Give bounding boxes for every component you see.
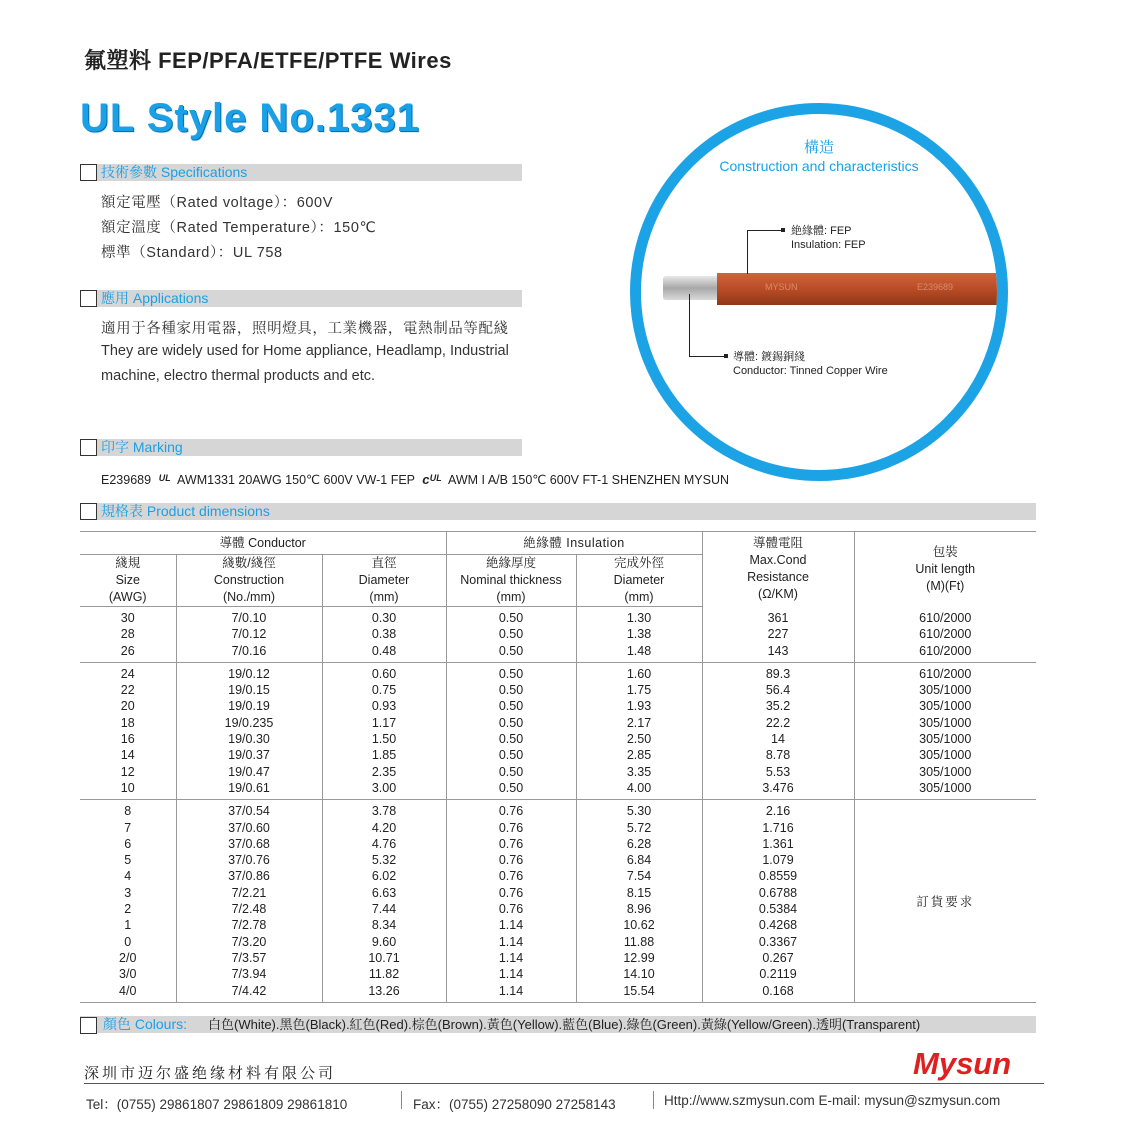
table-cell: 610/2000 — [854, 626, 1036, 642]
table-cell: 0.50 — [446, 682, 576, 698]
table-cell: 0.3367 — [702, 934, 854, 950]
table-cell: 1.079 — [702, 852, 854, 868]
wire-print-2: E239689 — [917, 282, 954, 292]
table-cell: 5 — [124, 853, 132, 868]
table-cell: 8 — [124, 804, 132, 819]
table-cell: 0.5384 — [702, 901, 854, 917]
table-cell: 1.48 — [576, 643, 702, 663]
table-cell: 0.6788 — [702, 885, 854, 901]
table-row — [80, 666, 1036, 682]
table-cell: 13.26 — [322, 983, 446, 1003]
marking-awm: AWM1331 20AWG 150℃ 600V VW-1 FEP — [177, 473, 415, 487]
applications-text-en-2: machine, electro thermal products and etc. — [101, 368, 376, 384]
table-cell: 19/0.37 — [176, 747, 322, 763]
table-cell: 1.30 — [576, 610, 702, 626]
applications-text-cn: 適用于各種家用電器，照明燈具，工業機器，電熱制品等配綫 — [101, 321, 509, 337]
table-cell: 6 — [124, 836, 132, 851]
standard: 標準（Standard）：UL 758 — [101, 245, 283, 261]
table-row — [80, 715, 1036, 731]
table-cell: 2 — [124, 902, 132, 917]
table-cell: 0.60 — [322, 666, 446, 682]
checkbox-icon — [80, 290, 97, 307]
table-cell: 5.30 — [576, 803, 702, 819]
table-cell: 0.50 — [446, 715, 576, 731]
table-cell: 2.17 — [576, 715, 702, 731]
marking-text — [101, 472, 729, 487]
conductor-leader-line — [689, 294, 690, 356]
insulation-leader-dot — [781, 228, 785, 232]
table-cell: 610/2000 — [854, 666, 1036, 682]
table-cell: 0.38 — [322, 626, 446, 642]
table-cell: 305/1000 — [854, 731, 1036, 747]
table-cell: 7/3.94 — [176, 966, 322, 982]
table-cell: 9.60 — [322, 934, 446, 950]
rated-voltage: 額定電壓（Rated voltage）：600V — [101, 195, 333, 211]
table-cell: 0.8559 — [702, 868, 854, 884]
table-cell: 7/3.20 — [176, 934, 322, 950]
table-cell: 11.82 — [322, 966, 446, 982]
table-cell: 3.35 — [576, 764, 702, 780]
checkbox-icon — [80, 164, 97, 181]
table-cell: 610/2000 — [854, 610, 1036, 626]
table-cell: 1.60 — [576, 666, 702, 682]
table-cell: 24 — [120, 666, 135, 681]
table-cell: 10.71 — [322, 950, 446, 966]
table-cell: 37/0.60 — [176, 820, 322, 836]
table-cell: 30 — [120, 611, 135, 625]
table-cell: 0.50 — [446, 610, 576, 626]
table-cell: 305/1000 — [854, 747, 1036, 763]
footer-web-email: Http://www.szmysun.com E-mail: mysun@szmysun.com — [664, 1093, 1001, 1108]
insulation-leader-line — [747, 230, 781, 231]
table-cell: 1.14 — [446, 934, 576, 950]
order-note: 訂貨要求 — [854, 803, 1036, 1002]
table-cell: 6.02 — [322, 868, 446, 884]
table-cell: 8.34 — [322, 917, 446, 933]
marking-heading: 印字 Marking — [101, 439, 183, 455]
table-cell: 2.50 — [576, 731, 702, 747]
table-cell: 37/0.86 — [176, 868, 322, 884]
table-cell: 7/0.12 — [176, 626, 322, 642]
table-cell: 3.00 — [322, 780, 446, 800]
insulation-label-en: Insulation: FEP — [791, 239, 866, 251]
table-cell: 19/0.235 — [176, 715, 322, 731]
company-name: 深圳市迈尔盛绝缘材料有限公司 — [84, 1065, 337, 1082]
applications-text-en-1: They are widely used for Home appliance, Headlamp, Industrial — [101, 343, 509, 359]
table-row — [80, 780, 1036, 800]
table-row — [80, 803, 1036, 819]
table-cell: 305/1000 — [854, 764, 1036, 780]
table-cell: 0.50 — [446, 764, 576, 780]
table-cell: 361 — [702, 610, 854, 626]
table-cell: 1.50 — [322, 731, 446, 747]
table-cell: 0.76 — [446, 885, 576, 901]
table-cell: 0.76 — [446, 901, 576, 917]
table-cell: 7 — [124, 820, 132, 835]
table-cell: 7/2.78 — [176, 917, 322, 933]
table-cell: 37/0.76 — [176, 852, 322, 868]
specifications-section-bar — [80, 164, 522, 181]
construction-title-cn: 構造 — [803, 139, 834, 156]
colours-bar — [80, 1016, 1036, 1033]
table-cell: 19/0.47 — [176, 764, 322, 780]
table-row — [80, 626, 1036, 642]
table-cell: 305/1000 — [854, 682, 1036, 698]
ul-style-title: UL Style No.1331 — [80, 96, 420, 140]
table-cell: 6.63 — [322, 885, 446, 901]
table-cell: 0.50 — [446, 666, 576, 682]
table-row — [80, 682, 1036, 698]
table-cell: 35.2 — [702, 698, 854, 714]
col-size-header: 綫規 Size (AWG) — [80, 555, 176, 607]
table-cell: 1.716 — [702, 820, 854, 836]
table-cell: 3/0 — [119, 967, 137, 982]
table-cell: 7/2.21 — [176, 885, 322, 901]
footer-separator — [401, 1091, 402, 1109]
dimensions-section-bar — [80, 503, 1036, 520]
table-cell: 0.267 — [702, 950, 854, 966]
table-cell: 2.35 — [322, 764, 446, 780]
table-cell: 15.54 — [576, 983, 702, 1003]
dimensions-heading: 規格表 Product dimensions — [101, 503, 270, 519]
table-cell: 6.84 — [576, 852, 702, 868]
table-row — [80, 731, 1036, 747]
table-cell: 305/1000 — [854, 698, 1036, 714]
table-cell: 12.99 — [576, 950, 702, 966]
col-unit-length-header: 包裝 Unit length (M)(Ft) — [854, 532, 1036, 607]
group-conductor-header: 導體 Conductor — [80, 532, 446, 555]
table-cell: 1.93 — [576, 698, 702, 714]
table-cell: 28 — [120, 627, 135, 642]
conductor-label-en: Conductor: Tinned Copper Wire — [733, 365, 888, 377]
table-cell: 1 — [124, 918, 132, 933]
table-cell: 4.76 — [322, 836, 446, 852]
table-cell: 0.50 — [446, 731, 576, 747]
table-cell: 22 — [120, 683, 135, 698]
table-cell: 37/0.68 — [176, 836, 322, 852]
table-cell: 5.32 — [322, 852, 446, 868]
table-cell: 12 — [120, 764, 135, 779]
table-cell: 1.14 — [446, 966, 576, 982]
table-cell: 305/1000 — [854, 780, 1036, 800]
table-cell: 0.76 — [446, 820, 576, 836]
table-cell: 10.62 — [576, 917, 702, 933]
table-cell: 19/0.30 — [176, 731, 322, 747]
conductor-strands — [663, 276, 719, 300]
construction-title-en: Construction and characteristics — [719, 158, 919, 174]
table-cell: 2.85 — [576, 747, 702, 763]
table-cell: 14.10 — [576, 966, 702, 982]
table-cell: 1.38 — [576, 626, 702, 642]
table-cell: 56.4 — [702, 682, 854, 698]
table-cell: 4.20 — [322, 820, 446, 836]
footer-tel: Tel：(0755) 29861807 29861809 29861810 — [86, 1097, 348, 1112]
checkbox-icon — [80, 439, 97, 456]
marking-awm-cul: AWM I A/B 150℃ 600V FT-1 SHENZHEN MYSUN — [448, 473, 730, 487]
table-cell: 610/2000 — [854, 643, 1036, 663]
table-cell: 1.85 — [322, 747, 446, 763]
table-cell: 18 — [120, 715, 135, 730]
table-cell: 4/0 — [80, 983, 176, 1003]
table-cell: 7/2.48 — [176, 901, 322, 917]
table-cell: 0.50 — [446, 626, 576, 642]
table-row — [80, 643, 1036, 663]
table-cell: 16 — [120, 732, 135, 747]
table-cell: 0.76 — [446, 803, 576, 819]
colours-label: 顏色 Colours: — [103, 1016, 188, 1032]
table-cell: 3.476 — [702, 780, 854, 800]
table-cell: 143 — [702, 643, 854, 663]
table-cell: 0.50 — [446, 698, 576, 714]
table-cell: 0.2119 — [702, 966, 854, 982]
table-cell: 8.78 — [702, 747, 854, 763]
table-cell: 227 — [702, 626, 854, 642]
table-cell: 7.54 — [576, 868, 702, 884]
rated-temperature: 額定溫度（Rated Temperature）：150℃ — [101, 220, 377, 236]
group-insulation-header: 絶緣體 Insulation — [446, 532, 702, 555]
specifications-heading: 技術參數 Specifications — [101, 164, 248, 180]
table-cell: 7/3.57 — [176, 950, 322, 966]
table-cell: 19/0.15 — [176, 682, 322, 698]
table-cell: 0.50 — [446, 643, 576, 663]
col-thickness-header: 絶緣厚度 Nominal thickness (mm) — [446, 555, 576, 607]
col-construction-header: 綫數/綫徑 Construction (No./mm) — [176, 555, 322, 607]
product-dimensions-body — [80, 607, 1036, 1003]
table-cell: 3.78 — [322, 803, 446, 819]
table-cell: 1.361 — [702, 836, 854, 852]
table-cell: 1.14 — [446, 917, 576, 933]
conductor-leader-dot — [724, 354, 728, 358]
table-cell: 4.00 — [576, 780, 702, 800]
table-cell: 7/0.16 — [176, 643, 322, 663]
table-cell: 1.14 — [446, 983, 576, 1003]
colours-value: 白色(White).黑色(Black).紅色(Red).棕色(Brown).黃色(Yellow).藍色(Blue).綠色(Green).黃綠(Yellow/Green).透明(Transparent) — [208, 1017, 921, 1032]
table-cell: 10 — [80, 780, 176, 800]
table-cell: 0.30 — [322, 610, 446, 626]
table-cell: 4 — [124, 869, 132, 884]
col-conductor-diameter-header: 直徑 Diameter (mm) — [322, 555, 446, 607]
table-cell: 305/1000 — [854, 715, 1036, 731]
marking-file-no: E239689 — [101, 473, 152, 487]
table-cell: 0.75 — [322, 682, 446, 698]
table-cell: 3 — [124, 885, 132, 900]
table-row — [80, 747, 1036, 763]
brand-logo: Mysun — [913, 1046, 1012, 1081]
table-cell: 14 — [702, 731, 854, 747]
table-cell: 0.76 — [446, 852, 576, 868]
table-cell: 19/0.12 — [176, 666, 322, 682]
checkbox-icon — [80, 1017, 97, 1034]
applications-heading: 應用 Applications — [101, 290, 209, 306]
table-cell: 19/0.19 — [176, 698, 322, 714]
marking-section-bar — [80, 439, 522, 456]
conductor-label-cn: 導體: 鍍錫銅綫 — [733, 351, 806, 363]
table-cell: 0.93 — [322, 698, 446, 714]
table-cell: 7/0.10 — [176, 610, 322, 626]
col-outer-diameter-header: 完成外徑 Diameter (mm) — [576, 555, 702, 607]
table-cell: 0 — [124, 934, 132, 949]
table-cell: 2/0 — [119, 950, 137, 965]
table-cell: 0.50 — [446, 747, 576, 763]
table-row — [80, 610, 1036, 626]
table-cell: 22.2 — [702, 715, 854, 731]
table-cell: 0.50 — [446, 780, 576, 800]
table-cell: 2.16 — [702, 803, 854, 819]
checkbox-icon — [80, 503, 97, 520]
table-cell: 14 — [120, 748, 135, 763]
table-cell: 6.28 — [576, 836, 702, 852]
table-cell: 1.17 — [322, 715, 446, 731]
page-title: 氟塑料 FEP/PFA/ETFE/PTFE Wires — [84, 48, 452, 73]
table-cell: 89.3 — [702, 666, 854, 682]
table-cell: 5.72 — [576, 820, 702, 836]
table-cell: 0.4268 — [702, 917, 854, 933]
insulation-leader-line — [747, 230, 748, 274]
table-cell: 0.168 — [702, 983, 854, 1003]
cul-mark-icon: cᵁᴸ — [422, 472, 442, 487]
table-cell: 26 — [80, 643, 176, 663]
col-resistance-header: 導體電阻 Max.Cond Resistance (Ω/KM) — [702, 532, 854, 607]
table-cell: 0.76 — [446, 836, 576, 852]
table-cell: 8.15 — [576, 885, 702, 901]
footer-divider — [84, 1083, 1044, 1084]
table-cell: 0.76 — [446, 868, 576, 884]
insulation-label-cn: 絶緣體: FEP — [791, 225, 852, 237]
ul-mark-icon: ᵁᴸ — [158, 472, 171, 487]
conductor-leader-line — [689, 356, 724, 357]
table-cell: 1.75 — [576, 682, 702, 698]
table-cell: 19/0.61 — [176, 780, 322, 800]
footer-fax: Fax：(0755) 27258090 27258143 — [413, 1097, 616, 1112]
table-cell: 7.44 — [322, 901, 446, 917]
table-cell: 0.48 — [322, 643, 446, 663]
table-cell: 5.53 — [702, 764, 854, 780]
footer-separator — [653, 1091, 654, 1109]
table-row — [80, 764, 1036, 780]
table-cell: 20 — [120, 699, 135, 714]
product-dimensions-table — [80, 531, 1036, 1003]
wire-print: MYSUN — [765, 282, 798, 292]
construction-diagram — [630, 103, 1008, 481]
table-cell: 8.96 — [576, 901, 702, 917]
table-row — [80, 698, 1036, 714]
applications-section-bar — [80, 290, 522, 307]
table-cell: 1.14 — [446, 950, 576, 966]
wire-insulation — [717, 273, 1008, 305]
table-cell: 37/0.54 — [176, 803, 322, 819]
table-cell: 7/4.42 — [176, 983, 322, 1003]
table-cell: 11.88 — [576, 934, 702, 950]
